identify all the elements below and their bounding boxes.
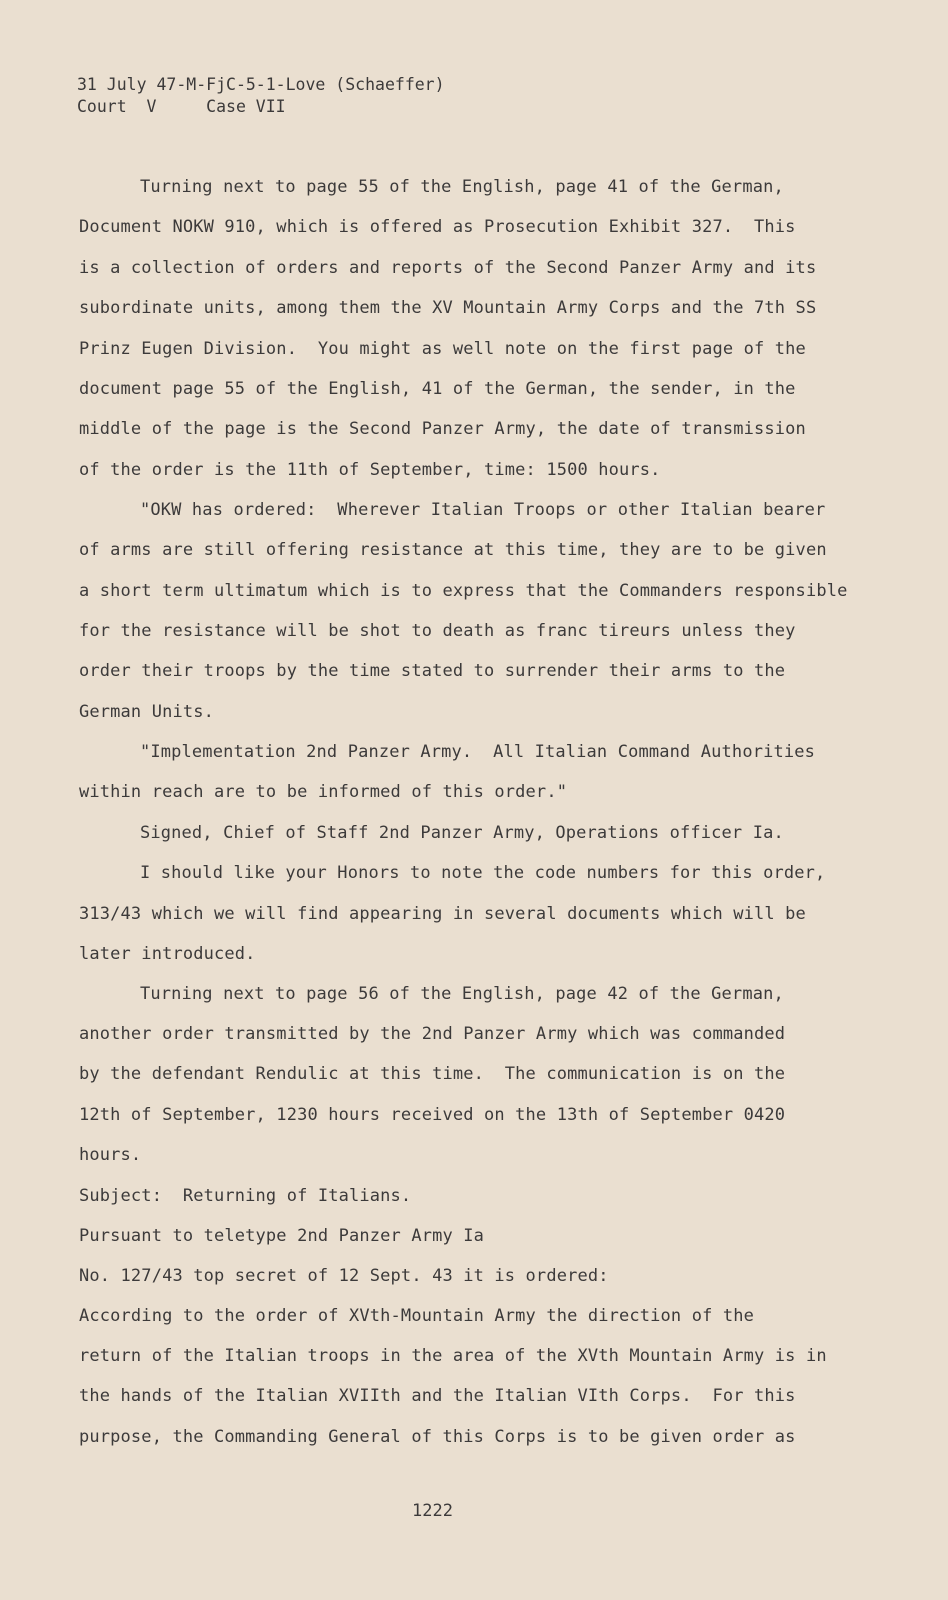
text-line: document page 55 of the English, 41 of the German, the sender, in the: [79, 379, 796, 399]
text-line: the hands of the Italian XVIIth and the Italian VIth Corps. For this: [79, 1386, 796, 1406]
text-line: Signed, Chief of Staff 2nd Panzer Army, Operations officer Ia.: [140, 823, 784, 843]
header-date-line: 31 July 47-M-FjC-5-1-Love (Schaeffer): [77, 75, 445, 94]
text-line: "OKW has ordered: Wherever Italian Troops or other Italian bearer: [140, 500, 826, 520]
header-court-line: Court V Case VII: [77, 97, 286, 116]
text-line: another order transmitted by the 2nd Panzer Army which was commanded: [79, 1024, 786, 1044]
text-line: German Units.: [79, 702, 215, 722]
text-line: a short term ultimatum which is to express that the Commanders responsible: [79, 581, 848, 601]
document-header: [77, 74, 445, 118]
text-line: Pursuant to teletype 2nd Panzer Army Ia: [79, 1226, 485, 1246]
text-line: I should like your Honors to note the code numbers for this order,: [140, 863, 826, 883]
text-line: later introduced.: [79, 944, 256, 964]
text-line: purpose, the Commanding General of this Corps is to be given order as: [79, 1427, 796, 1447]
text-line: Subject: Returning of Italians.: [79, 1186, 412, 1206]
page-number: 1222: [412, 1501, 453, 1521]
text-line: 313/43 which we will find appearing in several documents which will be: [79, 904, 806, 924]
text-line: by the defendant Rendulic at this time. The communication is on the: [79, 1064, 786, 1084]
text-line: for the resistance will be shot to death as franc tireurs unless they: [79, 621, 796, 641]
text-line: of the order is the 11th of September, time: 1500 hours.: [79, 460, 661, 480]
text-line: Turning next to page 55 of the English, page 41 of the German,: [140, 177, 784, 197]
text-line: hours.: [79, 1145, 142, 1165]
text-line: of arms are still offering resistance at this time, they are to be given: [79, 540, 827, 560]
text-line: Turning next to page 56 of the English, page 42 of the German,: [140, 984, 784, 1004]
text-line: Document NOKW 910, which is offered as Prosecution Exhibit 327. This: [79, 217, 796, 237]
text-line: 12th of September, 1230 hours received on the 13th of September 0420: [79, 1105, 786, 1125]
text-line: subordinate units, among them the XV Mountain Army Corps and the 7th SS: [79, 298, 817, 318]
text-line: is a collection of orders and reports of the Second Panzer Army and its: [79, 258, 817, 278]
text-line: within reach are to be informed of this order.": [79, 782, 568, 802]
text-line: Prinz Eugen Division. You might as well note on the first page of the: [79, 339, 806, 359]
text-line: return of the Italian troops in the area of the XVth Mountain Army is in: [79, 1346, 827, 1366]
text-line: According to the order of XVth-Mountain Army the direction of the: [79, 1306, 755, 1326]
text-line: order their troops by the time stated to surrender their arms to the: [79, 661, 786, 681]
text-line: middle of the page is the Second Panzer Army, the date of transmission: [79, 419, 806, 439]
text-line: No. 127/43 top secret of 12 Sept. 43 it is ordered:: [79, 1266, 609, 1286]
text-line: "Implementation 2nd Panzer Army. All Italian Command Authorities: [140, 742, 816, 762]
